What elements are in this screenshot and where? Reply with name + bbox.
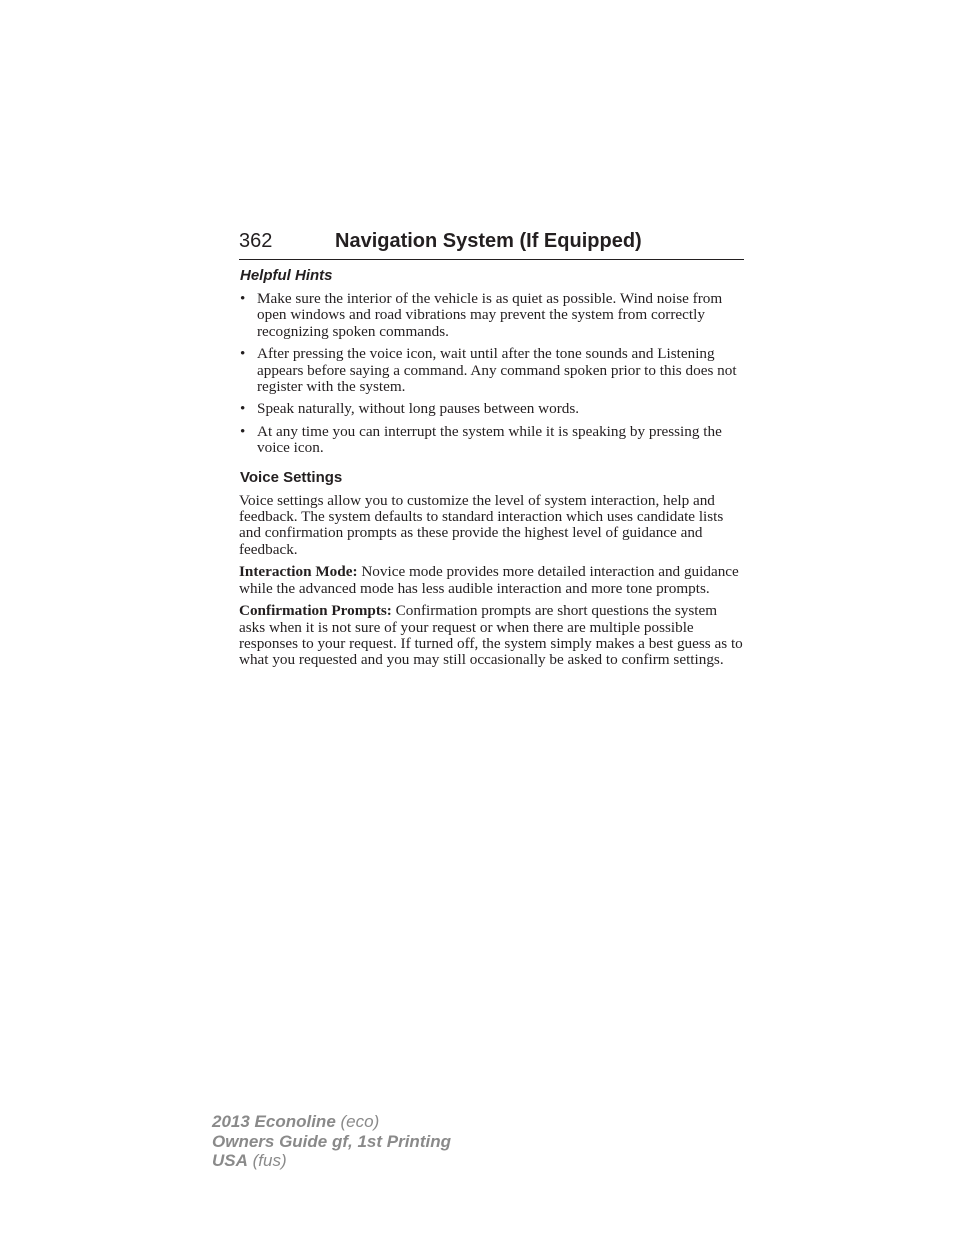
confirmation-prompts-paragraph: [239, 603, 744, 669]
list-item: [239, 424, 744, 457]
voice-settings-intro: Voice settings allow you to customize the level of system interaction, help and feedback. The system defaults to standard interaction which uses candidate lists and confirmation prompts as these provide the highest level of guidance and feedback.: [239, 491, 724, 558]
list-item-text: Make sure the interior of the vehicle is as quiet as possible. Wind noise from open windows and road vibrations may prevent the system from correctly recognizing spoken commands.: [257, 290, 723, 340]
list-item: [239, 401, 744, 417]
helpful-hints-heading: Helpful Hints: [240, 267, 333, 284]
page-title: Navigation System (If Equipped): [335, 230, 642, 252]
bullet-icon: •: [240, 400, 246, 418]
page-footer: [212, 1112, 451, 1171]
confirmation-prompts-text: Confirmation prompts are short questions the system asks when it is not sure of your request or when there are multiple possible responses to your request. If turned off, the system simply makes a best guess as to what you requested and you may still occasionally be asked to confirm settings.: [239, 602, 743, 669]
page-number: 362: [239, 230, 273, 252]
bullet-icon: •: [240, 422, 246, 440]
interaction-mode-label: Interaction Mode:: [239, 563, 358, 581]
confirmation-prompts-label: Confirmation Prompts:: [239, 602, 392, 620]
list-item-text: At any time you can interrupt the system while it is speaking by pressing the voice icon.: [257, 422, 722, 457]
bullet-icon: •: [240, 345, 246, 363]
footer-printing: Owners Guide gf, 1st Printing: [212, 1131, 451, 1151]
page-content: [239, 267, 744, 675]
list-item: [239, 291, 744, 340]
interaction-mode-text: Novice mode provides more detailed interaction and guidance while the advanced mode has less audible interaction and more tone prompts.: [239, 563, 739, 597]
footer-line-market: [212, 1151, 451, 1171]
list-item-text: Speak naturally, without long pauses between words.: [257, 400, 580, 418]
bullet-icon: •: [240, 290, 246, 307]
footer-market: USA: [212, 1151, 248, 1170]
list-item-text: After pressing the voice icon, wait until after the tone sounds and Listening appears before saying a command. Any command spoken prior to this does not register with the system.: [257, 345, 737, 396]
list-item: [239, 346, 744, 395]
footer-line-model: [212, 1112, 451, 1132]
footer-market-code: (fus): [252, 1151, 287, 1170]
helpful-hints-list: [239, 291, 744, 457]
footer-line-printing: [212, 1132, 451, 1152]
voice-settings-heading: Voice Settings: [240, 468, 343, 486]
interaction-mode-paragraph: [239, 564, 744, 597]
footer-model: 2013 Econoline: [212, 1112, 336, 1131]
footer-model-code: (eco): [340, 1112, 380, 1131]
page-header: [239, 228, 744, 260]
